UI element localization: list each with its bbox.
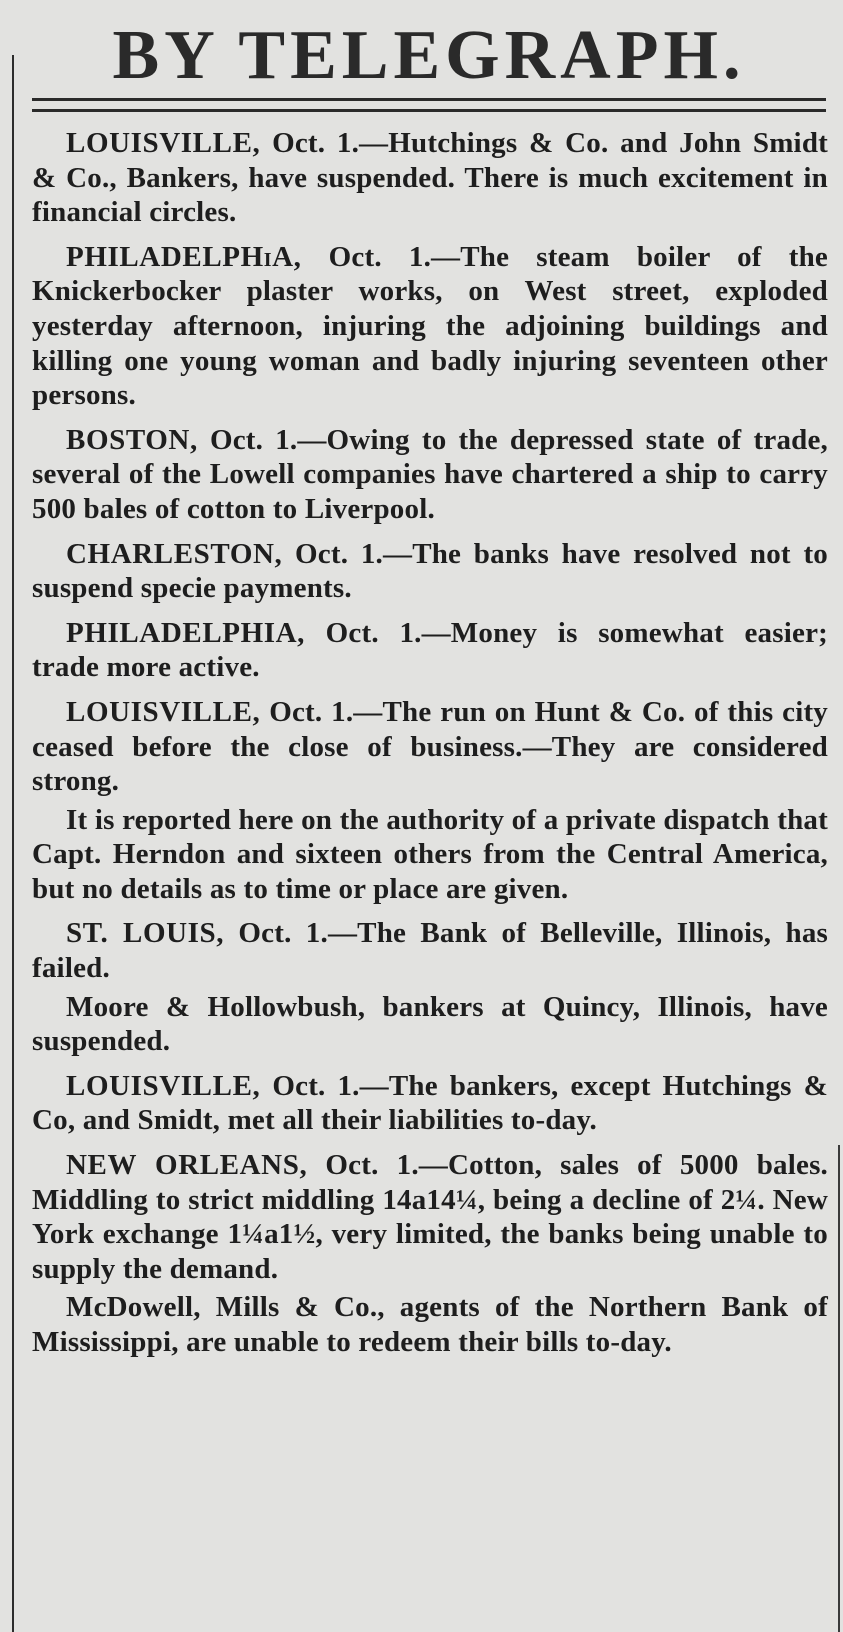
dateline: PHILADELPHIA, — [66, 616, 306, 649]
column-rule-right — [838, 1145, 840, 1632]
news-item — [32, 1069, 828, 1138]
column-rule-left — [12, 55, 14, 1632]
news-item-continuation — [32, 990, 828, 1059]
news-item — [32, 695, 828, 799]
news-text: Oct. 1.—Cotton, sales of 5000 bales. Middling to strict middling 14a14¼, being a decline of 2¼. New York exchange 1¼a1½, very limited, the banks being unable to supply the demand. — [32, 1149, 829, 1285]
news-item — [32, 126, 828, 230]
news-item — [32, 240, 828, 413]
dateline: ST. LOUIS, — [66, 917, 225, 950]
news-item-continuation — [32, 803, 828, 907]
news-text: Oct. 1.—The banks have resolved not to suspend specie payments. — [32, 537, 828, 605]
section-heading: BY TELEGRAPH. — [112, 17, 746, 94]
dateline: CHARLESTON, — [66, 537, 283, 570]
news-text: Oct. 1.—Money is somewhat easier; trade more active. — [32, 616, 828, 684]
dateline: LOUISVILLE, — [66, 127, 261, 159]
news-item-continuation — [32, 1290, 828, 1359]
news-text: Oct. 1.—The run on Hunt & Co. of this city ceased before the close of business.—They are considered strong. — [32, 695, 829, 798]
news-text: Oct. 1.—The Bank of Belleville, Illinois, has failed. — [32, 917, 829, 985]
news-text: Moore & Hollowbush, bankers at Quincy, Illinois, have suspended. — [32, 990, 828, 1058]
dateline: PHILADELPHiA, — [66, 240, 302, 273]
dateline: NEW ORLEANS, — [66, 1149, 308, 1182]
dateline: BOSTON, — [66, 423, 198, 456]
news-item — [32, 1148, 828, 1286]
heading-double-rule — [32, 98, 826, 112]
news-text: Oct. 1.—The bankers, except Hutchings & Co, and Smidt, met all their liabilities to-day. — [32, 1069, 829, 1137]
news-item — [32, 916, 828, 985]
news-text: Oct. 1.—The steam boiler of the Knickerbocker plaster works, on West street, exploded yesterday afternoon, injuring the adjoining buildings and killing one young woman and badly injuring seventeen other persons. — [32, 240, 828, 412]
news-item — [32, 423, 828, 527]
news-text: Oct. 1.—Owing to the depressed state of trade, several of the Lowell companies have chartered a ship to carry 500 bales of cotton to Liverpool. — [32, 423, 828, 525]
news-text: It is reported here on the authority of a private dispatch that Capt. Herndon and sixteen others from the Central America, but no details as to time or place are given. — [32, 803, 828, 905]
news-item — [32, 616, 828, 685]
news-item — [32, 537, 828, 606]
dateline: LOUISVILLE, — [66, 1069, 261, 1102]
telegraph-column — [32, 126, 828, 1370]
news-text: McDowell, Mills & Co., agents of the Northern Bank of Mississippi, are unable to redeem their bills to-day. — [32, 1291, 828, 1358]
dateline: LOUISVILLE, — [66, 695, 261, 728]
news-text: Oct. 1.—Hutchings & Co. and John Smidt & Co., Bankers, have suspended. There is much excitement in financial circles. — [32, 127, 829, 229]
